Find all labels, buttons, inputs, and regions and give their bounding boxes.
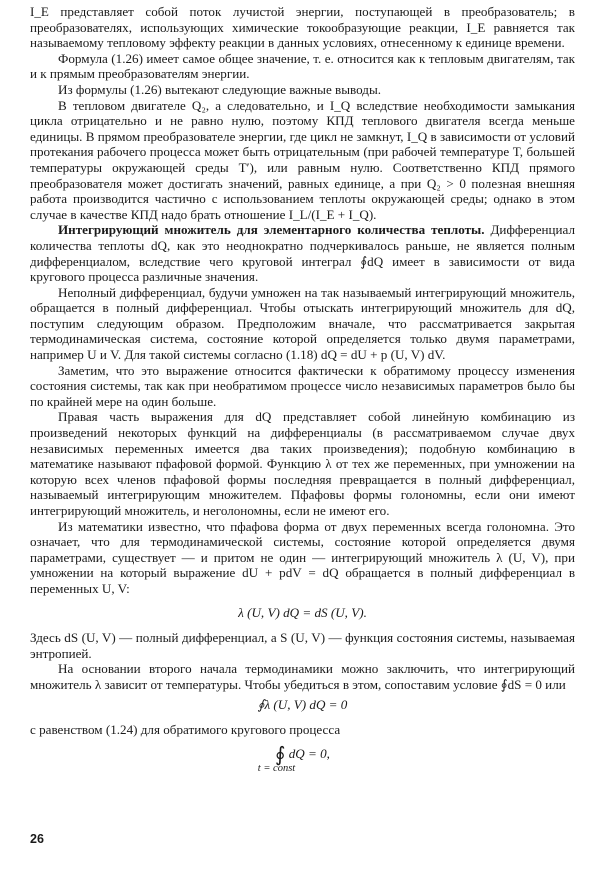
paragraph-integrating-factor — [30, 222, 575, 284]
paragraph-5: Неполный дифференциал, будучи умножен на так называемый интегрирующий множитель, обращается в полный дифференциал. Чтобы отыскать интегрирующий множитель для dQ, поступим следующим образом. Предположим вначале, что рассматривается закрытая термодинамическая система, состояние которой определяется только двумя параметрами, например U и V. Для такой системы согласно (1.18) dQ = dU + p (U, V) dV. — [30, 284, 575, 363]
paragraph-3: Из формулы (1.26) вытекают следующие важные выводы. — [58, 81, 382, 97]
page-number: 26 — [30, 832, 44, 846]
paragraph-equality-reference: с равенством (1.24) для обратимого кругового процесса — [30, 722, 341, 738]
page-body — [30, 4, 575, 777]
integral-subscript: t = const — [257, 763, 296, 775]
paragraph-1: I_E представляет собой поток лучистой энергии, поступающей в преобразователь; в преобразователях, использующих химические токообразующие реакции, I_E равняется так называемому тепловому эффекту реакции в данных условиях, отнесенному к единице времени. — [30, 4, 575, 51]
run-in-heading: Интегрирующий множитель для элементарного количества теплоты. — [58, 222, 485, 238]
formula-isothermal-body: dQ = 0, — [288, 745, 330, 761]
formula-isothermal-integral — [30, 743, 575, 777]
contour-integral-symbol: ∮ — [275, 743, 286, 766]
paragraph-4: В тепловом двигателе Q₂, а следовательно, и I_Q вследствие необходимости замыкания цикла отрицательно и не равно нулю, поэтому КПД теплового двигателя всегда меньше единицы. В прямом преобразователе энергии, где цикл не замкнут, I_Q в зависимости от условий протекания рабочего процесса может быть отрицательным (при рабочей температуре T, большей температуры окружающей среды T′), или равным нулю. Соответственно КПД прямого преобразователя может достигать значений, равных единице, а при Q₂ > 0 полезная внешняя работа производится частично с использованием теплоты окружающей среды; однако в этом случае в качестве КПД надо брать отношение I_L/(I_E + I_Q). — [30, 97, 575, 222]
paragraph-8: Из математики известно, что пфафова форма от двух переменных всегда голономна. Это означает, что для термодинамической системы, состояние которой определяется двумя параметрами, существует — и притом не один — интегрирующий множитель λ (U, V), при умножении на который выражение dU + pdV = dQ обращается в полный дифференциал в переменных U, V: — [30, 518, 576, 596]
paragraph-2: Формула (1.26) имеет самое общее значение, т. е. относится как к тепловым двигателям, так и к прямым преобразователям энергии. — [30, 50, 575, 82]
run-in-text: Дифференциал количества теплоты dQ, как это неоднократно подчеркивалось раньше, не является полным дифференциалом, вследствие чего круговой интеграл ∮dQ имеет в зависимости от вида кругового процесса различные значения. — [30, 222, 575, 285]
paragraph-7: Правая часть выражения для dQ представляет собой линейную комбинацию из произведений некоторых функций на дифференциалы (в рассматриваемом случае двух независимых переменных имеется два таких произведения); подобную комбинацию в математике называют пфафовой формой. Функцию λ от тех же переменных, при умножении на которую всех членов пфафовой формы последняя превращается в полный дифференциал, называемый интегрирующим множителем. Пфафовы формы голономны, если они имеют интегрирующий множитель, и неголономны, если не имеют его. — [30, 409, 575, 518]
formula-entropy-differential: λ (U, V) dQ = dS (U, V). — [238, 604, 367, 620]
paragraph-6: Заметим, что это выражение относится фактически к обратимому процессу изменения состояния системы, так как при необратимом процессе число независимых параметров было бы по крайней мере на один больше. — [30, 362, 575, 409]
paragraph-second-law: На основании второго начала термодинамики можно заключить, что интегрирующий множитель λ зависит от температуры. Чтобы убедиться в этом, сопоставим условие ∮dS = 0 или — [30, 661, 575, 692]
formula-closed-integral: ∮λ (U, V) dQ = 0 — [257, 696, 348, 712]
paragraph-entropy-definition: Здесь dS (U, V) — полный дифференциал, а S (U, V) — функция состояния системы, называемая энтропией. — [30, 630, 575, 661]
